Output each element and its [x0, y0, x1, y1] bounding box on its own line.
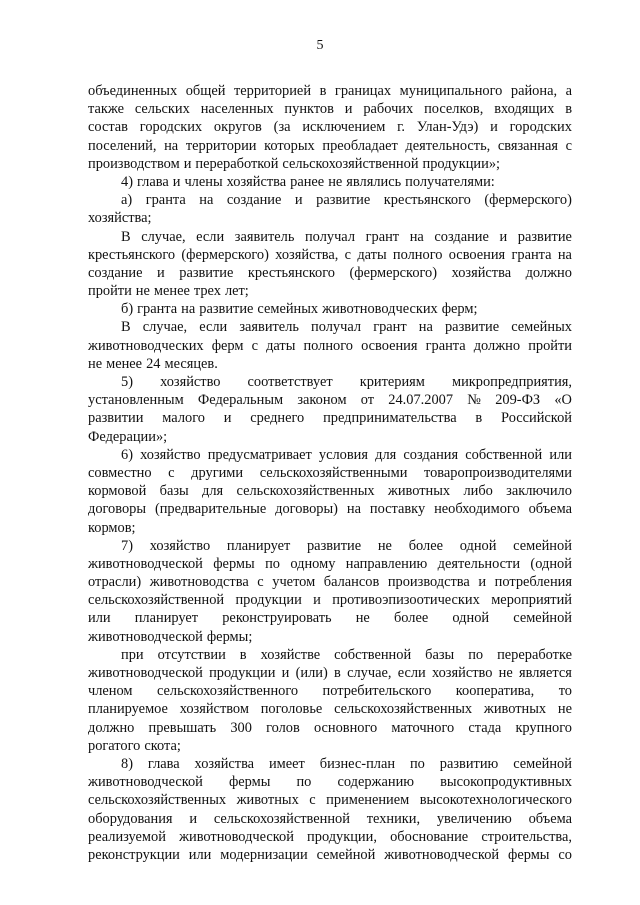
- text-line: 7) хозяйство планирует развитие не более одной семейной: [121, 537, 572, 554]
- text-line: развитии малого и среднего предпринимательства в Российской: [88, 410, 572, 427]
- text-line: реконструкции или модернизации семейной животноводческой фермы со: [88, 846, 572, 863]
- text-line: животноводческой фермы;: [88, 628, 253, 645]
- text-line: оборудования и сельскохозяйственной техники, увеличению объема: [88, 810, 572, 827]
- text-line: должно превышать 300 голов основного маточного стада крупного: [88, 719, 572, 736]
- text-line: планируемое хозяйством поголовье сельскохозяйственных животных не: [88, 701, 572, 718]
- text-line: совместно с другими сельскохозяйственными товаропроизводителями: [88, 464, 572, 481]
- text-line: не менее 24 месяцев.: [88, 355, 218, 372]
- text-line: кормов;: [88, 519, 136, 536]
- text-line: сельскохозяйственной продукции и противоэпизоотических мероприятий: [88, 592, 572, 609]
- document-body: [88, 82, 572, 864]
- text-line: создание и развитие крестьянского (фермерского) хозяйства должно: [88, 264, 572, 281]
- text-line: б) гранта на развитие семейных животноводческих ферм;: [121, 301, 478, 318]
- text-line: 6) хозяйство предусматривает условия для создания собственной или: [121, 446, 572, 463]
- text-line: животноводческих ферм с даты полного освоения гранта должно пройти: [88, 337, 572, 354]
- text-line: животноводческой продукции и (или) в случае, если хозяйство не является: [88, 665, 572, 681]
- text-line: при отсутствии в хозяйстве собственной базы по переработке: [121, 646, 572, 663]
- text-line: реализуемой животноводческой продукции, обоснование строительства,: [88, 828, 572, 845]
- text-line: пройти не менее трех лет;: [88, 283, 249, 300]
- text-line: установленным Федеральным законом от 24.07.2007 № 209-ФЗ «О: [88, 392, 572, 409]
- text-line: 8) глава хозяйства имеет бизнес-план по развитию семейной: [121, 755, 572, 772]
- text-line: а) гранта на создание и развитие крестьянского (фермерского): [121, 192, 572, 209]
- text-line: членом сельскохозяйственного потребительского кооператива, то: [88, 683, 572, 700]
- text-line: производством и переработкой сельскохозяйственной продукции»;: [88, 155, 501, 172]
- text-line: или планирует реконструировать не более одной семейной: [88, 610, 572, 627]
- text-line: хозяйства;: [88, 210, 152, 227]
- text-line: Федерации»;: [88, 428, 168, 445]
- text-line: В случае, если заявитель получал грант на развитие семейных: [121, 319, 572, 336]
- text-line: рогатого скота;: [88, 737, 181, 754]
- text-line: также сельских населенных пунктов и рабочих поселков, входящих в: [88, 101, 572, 118]
- text-line: крестьянского (фермерского) хозяйства, с даты полного освоения гранта на: [88, 246, 572, 263]
- page-number: 5: [316, 38, 324, 53]
- text-line: 4) глава и члены хозяйства ранее не являлись получателями:: [121, 173, 495, 190]
- text-line: состав городских округов (за исключением г. Улан-Удэ) и городских: [88, 119, 572, 136]
- text-line: договоры (предварительные договоры) на поставку необходимого объема: [88, 501, 572, 518]
- text-line: В случае, если заявитель получал грант на создание и развитие: [121, 228, 572, 245]
- text-line: животноводческой фермы по одному направлению деятельности (одной: [88, 555, 572, 572]
- text-line: отрасли) животноводства с учетом балансов производства и потребления: [88, 574, 572, 591]
- text-line: 5) хозяйство соответствует критериям микропредприятия,: [121, 374, 572, 390]
- text-line: объединенных общей территорией в границах муниципального района, а: [88, 83, 572, 99]
- text-line: кормовой базы для сельскохозяйственных животных либо заключило: [88, 483, 572, 500]
- text-line: сельскохозяйственных животных с применением высокотехнологического: [88, 792, 572, 809]
- text-line: поселений, на территории которых преобладает деятельность, связанная с: [88, 137, 572, 154]
- text-line: животноводческой фермы по содержанию высокопродуктивных: [88, 774, 572, 791]
